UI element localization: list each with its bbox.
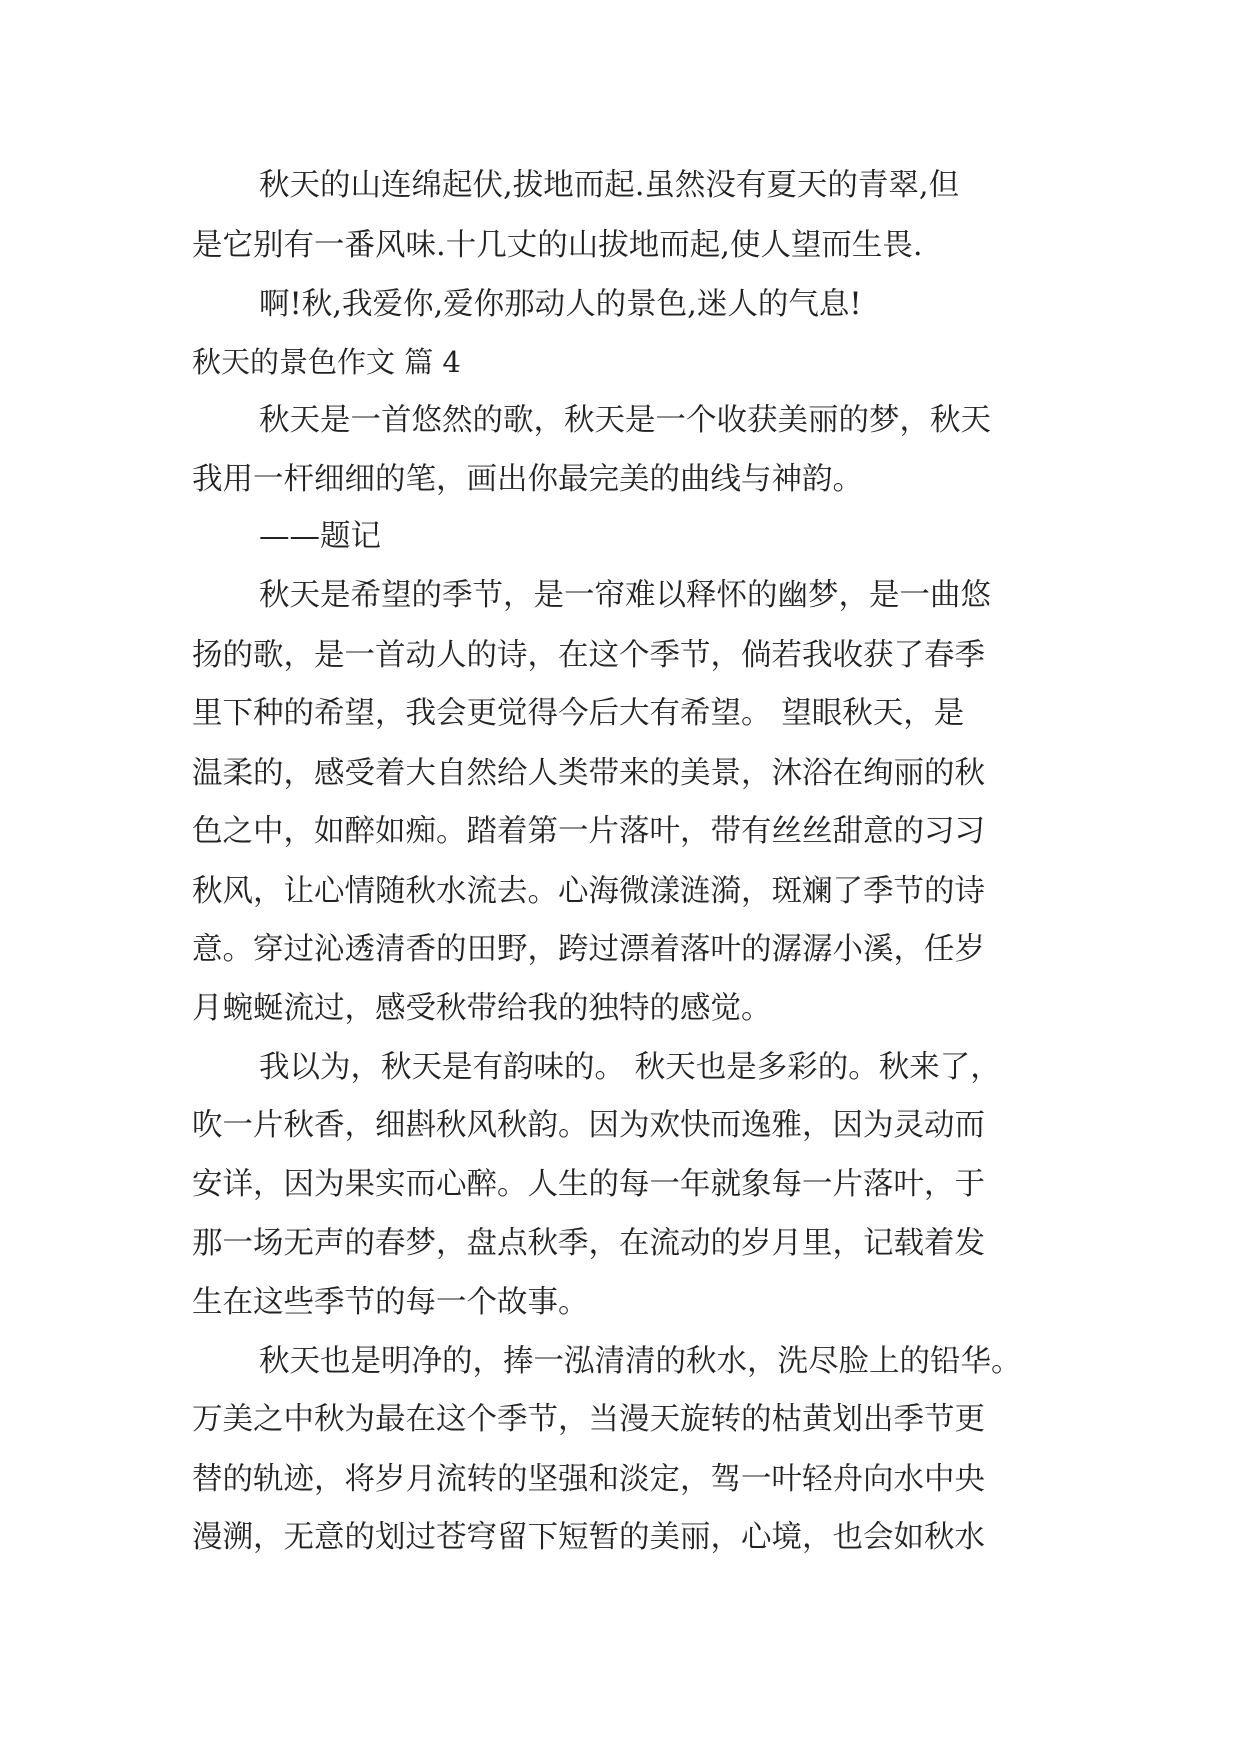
- text-line: 秋天的山连绵起伏,拔地而起.虽然没有夏天的青翠,但: [259, 168, 960, 203]
- text-line: 我以为，秋天是有韵味的。 秋天也是多彩的。秋来了，: [259, 1050, 1001, 1085]
- text-line: 安详，因为果实而心醉。人生的每一年就象每一片落叶，于: [192, 1167, 985, 1202]
- text-line: 月蜿蜒流过，感受秋带给我的独特的感觉。: [192, 991, 772, 1026]
- section-heading: 秋天的景色作文 篇 4: [192, 345, 461, 379]
- text-line: 温柔的，感受着大自然给人类带来的美景，沐浴在绚丽的秋: [192, 756, 985, 791]
- text-line: 啊!秋,我爱你,爱你那动人的景色,迷人的气息!: [259, 287, 862, 322]
- text-line: 里下种的希望，我会更觉得今后大有希望。 望眼秋天，是: [192, 696, 965, 731]
- text-line: 秋风，让心情随秋水流去。心海微漾涟漪，斑斓了季节的诗: [192, 874, 985, 909]
- text-line: 意。穿过沁透清香的田野，跨过漂着落叶的潺潺小溪，任岁: [192, 932, 985, 967]
- text-line: 那一场无声的春梦，盘点秋季，在流动的岁月里，记载着发: [192, 1226, 985, 1261]
- text-line: 秋天是希望的季节，是一帘难以释怀的幽梦，是一曲悠: [259, 578, 991, 613]
- text-line: 色之中，如醉如痴。踏着第一片落叶，带有丝丝甜意的习习: [192, 814, 985, 849]
- epigraph-attribution: ——题记: [259, 519, 381, 554]
- text-line: 秋天也是明净的，捧一泓清清的秋水，洗尽脸上的铅华。: [259, 1344, 1022, 1379]
- text-line: 替的轨迹，将岁月流转的坚强和淡定，驾一叶轻舟向水中央: [192, 1462, 985, 1497]
- text-line: 万美之中秋为最在这个季节，当漫天旋转的枯黄划出季节更: [192, 1402, 985, 1437]
- text-line: 生在这些季节的每一个故事。: [192, 1285, 589, 1320]
- text-line: 漫溯，无意的划过苍穹留下短暂的美丽，心境，也会如秋水: [192, 1520, 985, 1555]
- text-line: 扬的歌，是一首动人的诗，在这个季节，倘若我收获了春季: [192, 638, 985, 673]
- text-line: 我用一杆细细的笔，画出你最完美的曲线与神韵。: [192, 462, 863, 497]
- text-line: 秋天是一首悠然的歌，秋天是一个收获美丽的梦，秋天: [259, 403, 991, 438]
- text-line: 是它别有一番风味.十几丈的山拔地而起,使人望而生畏.: [192, 228, 923, 263]
- text-line: 吹一片秋香，细斟秋风秋韵。因为欢快而逸雅，因为灵动而: [192, 1108, 985, 1143]
